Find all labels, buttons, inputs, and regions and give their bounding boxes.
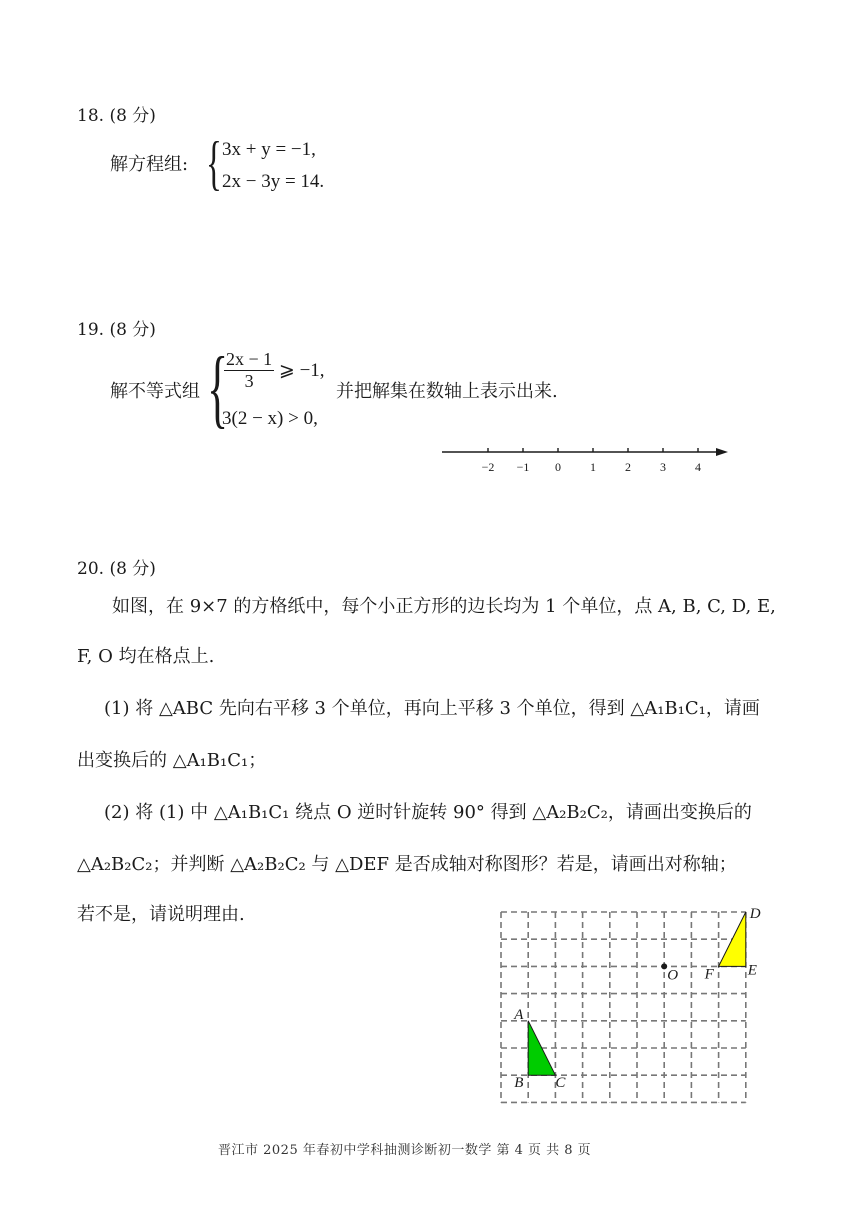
label-f: F	[704, 966, 714, 983]
q18-brace: {	[206, 130, 222, 196]
q20-part2-line-3: 若不是，请说明理由.	[77, 904, 245, 925]
q19-header: 19. (8 分)	[77, 320, 156, 340]
page-footer: 晋江市 2025 年春初中学科抽测诊断初一数学 第 4 页 共 8 页	[218, 1143, 592, 1158]
q19-prompt: 解不等式组	[110, 381, 200, 402]
q18-header: 18. (8 分)	[77, 106, 156, 126]
q19-brace: {	[207, 340, 229, 437]
grid-figure	[490, 900, 770, 1110]
number-line-tick-label: 4	[695, 460, 701, 474]
q20-part1-line-1: (1) 将 △ABC 先向右平移 3 个单位，再向上平移 3 个单位，得到 △A₁B₁C₁，请画	[104, 698, 760, 719]
q19-inequality-1-rest: ⩾ −1,	[278, 360, 325, 381]
q19-fraction-denominator: 3	[244, 371, 254, 391]
number-line-tick-label: 0	[555, 460, 561, 474]
q20-line-2: F, O 均在格点上.	[77, 646, 215, 667]
label-a: A	[514, 1006, 524, 1023]
number-line-tick-label: −1	[516, 460, 530, 474]
q19-inequality-2: 3(2 − x) > 0,	[222, 408, 318, 429]
q18-equation-2: 2x − 3y = 14.	[222, 171, 325, 192]
q18-prompt: 解方程组:	[110, 154, 189, 175]
q20-part2-line-2: △A₂B₂C₂；并判断 △A₂B₂C₂ 与 △DEF 是否成轴对称图形？若是，请画出对称轴；	[77, 854, 737, 875]
number-line-tick-label: 3	[660, 460, 666, 474]
q20-part1-line-2: 出变换后的 △A₁B₁C₁；	[77, 750, 267, 771]
q20-part2-line-1: (2) 将 (1) 中 △A₁B₁C₁ 绕点 O 逆时针旋转 90° 得到 △A₂B₂C₂，请画出变换后的	[104, 802, 752, 823]
q20-line-1: 如图，在 9×7 的方格纸中，每个小正方形的边长均为 1 个单位，点 A, B, C, D, E,	[112, 596, 776, 617]
q20-header: 20. (8 分)	[77, 559, 156, 579]
q19-inequality-1	[224, 349, 325, 392]
label-c: C	[555, 1075, 566, 1092]
number-line-tick-label: 2	[625, 460, 631, 474]
q19-fraction-numerator: 2x − 1	[226, 349, 273, 369]
q19-suffix: 并把解集在数轴上表示出来.	[336, 381, 558, 402]
number-line-arrow-icon	[716, 448, 728, 456]
number-line-tick-label: −2	[481, 460, 495, 474]
q18-equation-1: 3x + y = −1,	[222, 139, 316, 160]
number-line	[436, 440, 736, 480]
label-b: B	[514, 1075, 524, 1092]
number-line-tick-label: 1	[590, 460, 596, 474]
label-d: D	[749, 906, 761, 922]
label-o: O	[667, 967, 679, 984]
label-e: E	[747, 962, 757, 979]
